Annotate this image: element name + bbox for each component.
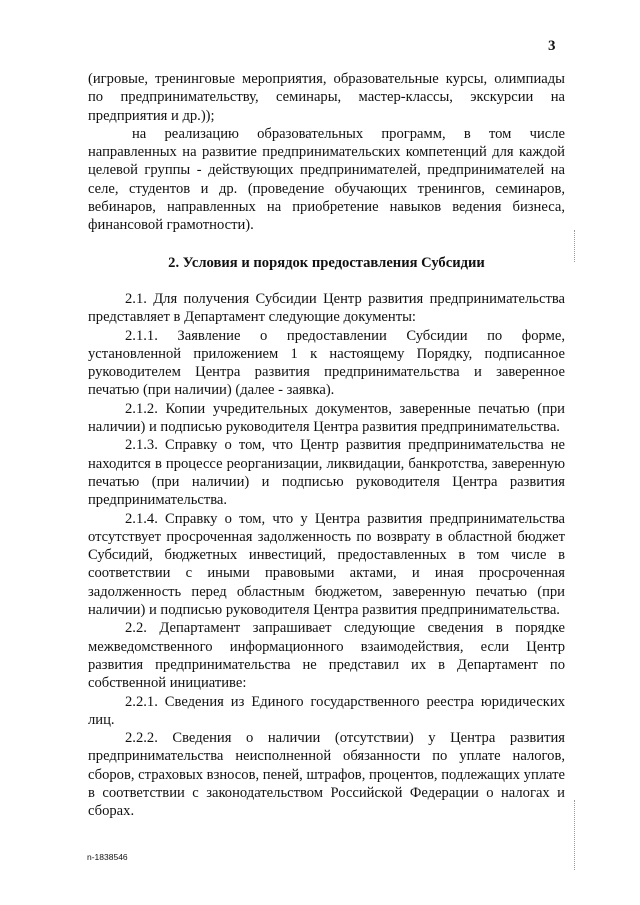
paragraph-2-1-4: 2.1.4. Справку о том, что у Центра развития предпринимательства отсутствует просроченная задолженность по возврату в областной бюджет Субсидий, бюджетных инвестиций, предоставленных в том числе в соответствии с иными правовыми актами, и иная просроченная задолженность перед областным бюджетом, заверенную печатью (при наличии) и подписью руководителя Центра развития предпринимательства.	[88, 510, 565, 619]
paragraph-2-2-1: 2.2.1. Сведения из Единого государственного реестра юридических лиц.	[88, 693, 565, 728]
document-code: n-1838546	[87, 852, 128, 862]
paragraph-2-1-3: 2.1.3. Справку о том, что Центр развития предпринимательства не находится в процессе реорганизации, ликвидации, банкротства, заверенную печатью (при наличии) и подписью руководителя Центра развития предпринимательства.	[88, 437, 565, 509]
page-number: 3	[548, 38, 556, 54]
paragraph-2-1-1: 2.1.1. Заявление о предоставлении Субсидии по форме, установленной приложением 1 к настоящему Порядку, подписанное руководителем Центра развития предпринимательства и заверенное печатью (при наличии) (далее - заявка).	[88, 327, 565, 399]
section-heading: 2. Условия и порядок предоставления Субсидии	[168, 254, 485, 271]
paragraph-2-2: 2.2. Департамент запрашивает следующие сведения в порядке межведомственного информационного взаимодействия, если Центр развития предпринимательства не представил их в Департамент по собственной инициативе:	[88, 620, 565, 692]
margin-scan-mark	[574, 800, 575, 870]
paragraph-education-programs: на реализацию образовательных программ, в том числе направленных на развитие предпринимательских компетенций для каждой целевой группы - действующих предпринимателей, предпринимателей на селе, студентов и др. (проведение обучающих тренингов, семинаров, вебинаров, направленных на приобретение навыков ведения бизнеса, финансовой грамотности).	[88, 125, 565, 234]
paragraph-2-1: 2.1. Для получения Субсидии Центр развития предпринимательства представляет в Департамент следующие документы:	[88, 290, 565, 326]
document-body	[88, 70, 565, 821]
paragraph-2-1-2: 2.1.2. Копии учредительных документов, заверенные печатью (при наличии) и подписью руководителя Центра развития предпринимательства.	[88, 400, 565, 436]
paragraph-continuation: (игровые, тренинговые мероприятия, образовательные курсы, олимпиады по предпринимательству, семинары, мастер-классы, экскурсии на предприятия и др.));	[88, 71, 565, 124]
margin-scan-mark	[574, 230, 575, 262]
paragraph-2-2-2: 2.2.2. Сведения о наличии (отсутствии) у Центра развития предпринимательства неисполненной обязанности по уплате налогов, сборов, страховых взносов, пеней, штрафов, процентов, подлежащих уплате в соответствии с законодательством Российской Федерации о налогах и сборах.	[88, 730, 565, 820]
